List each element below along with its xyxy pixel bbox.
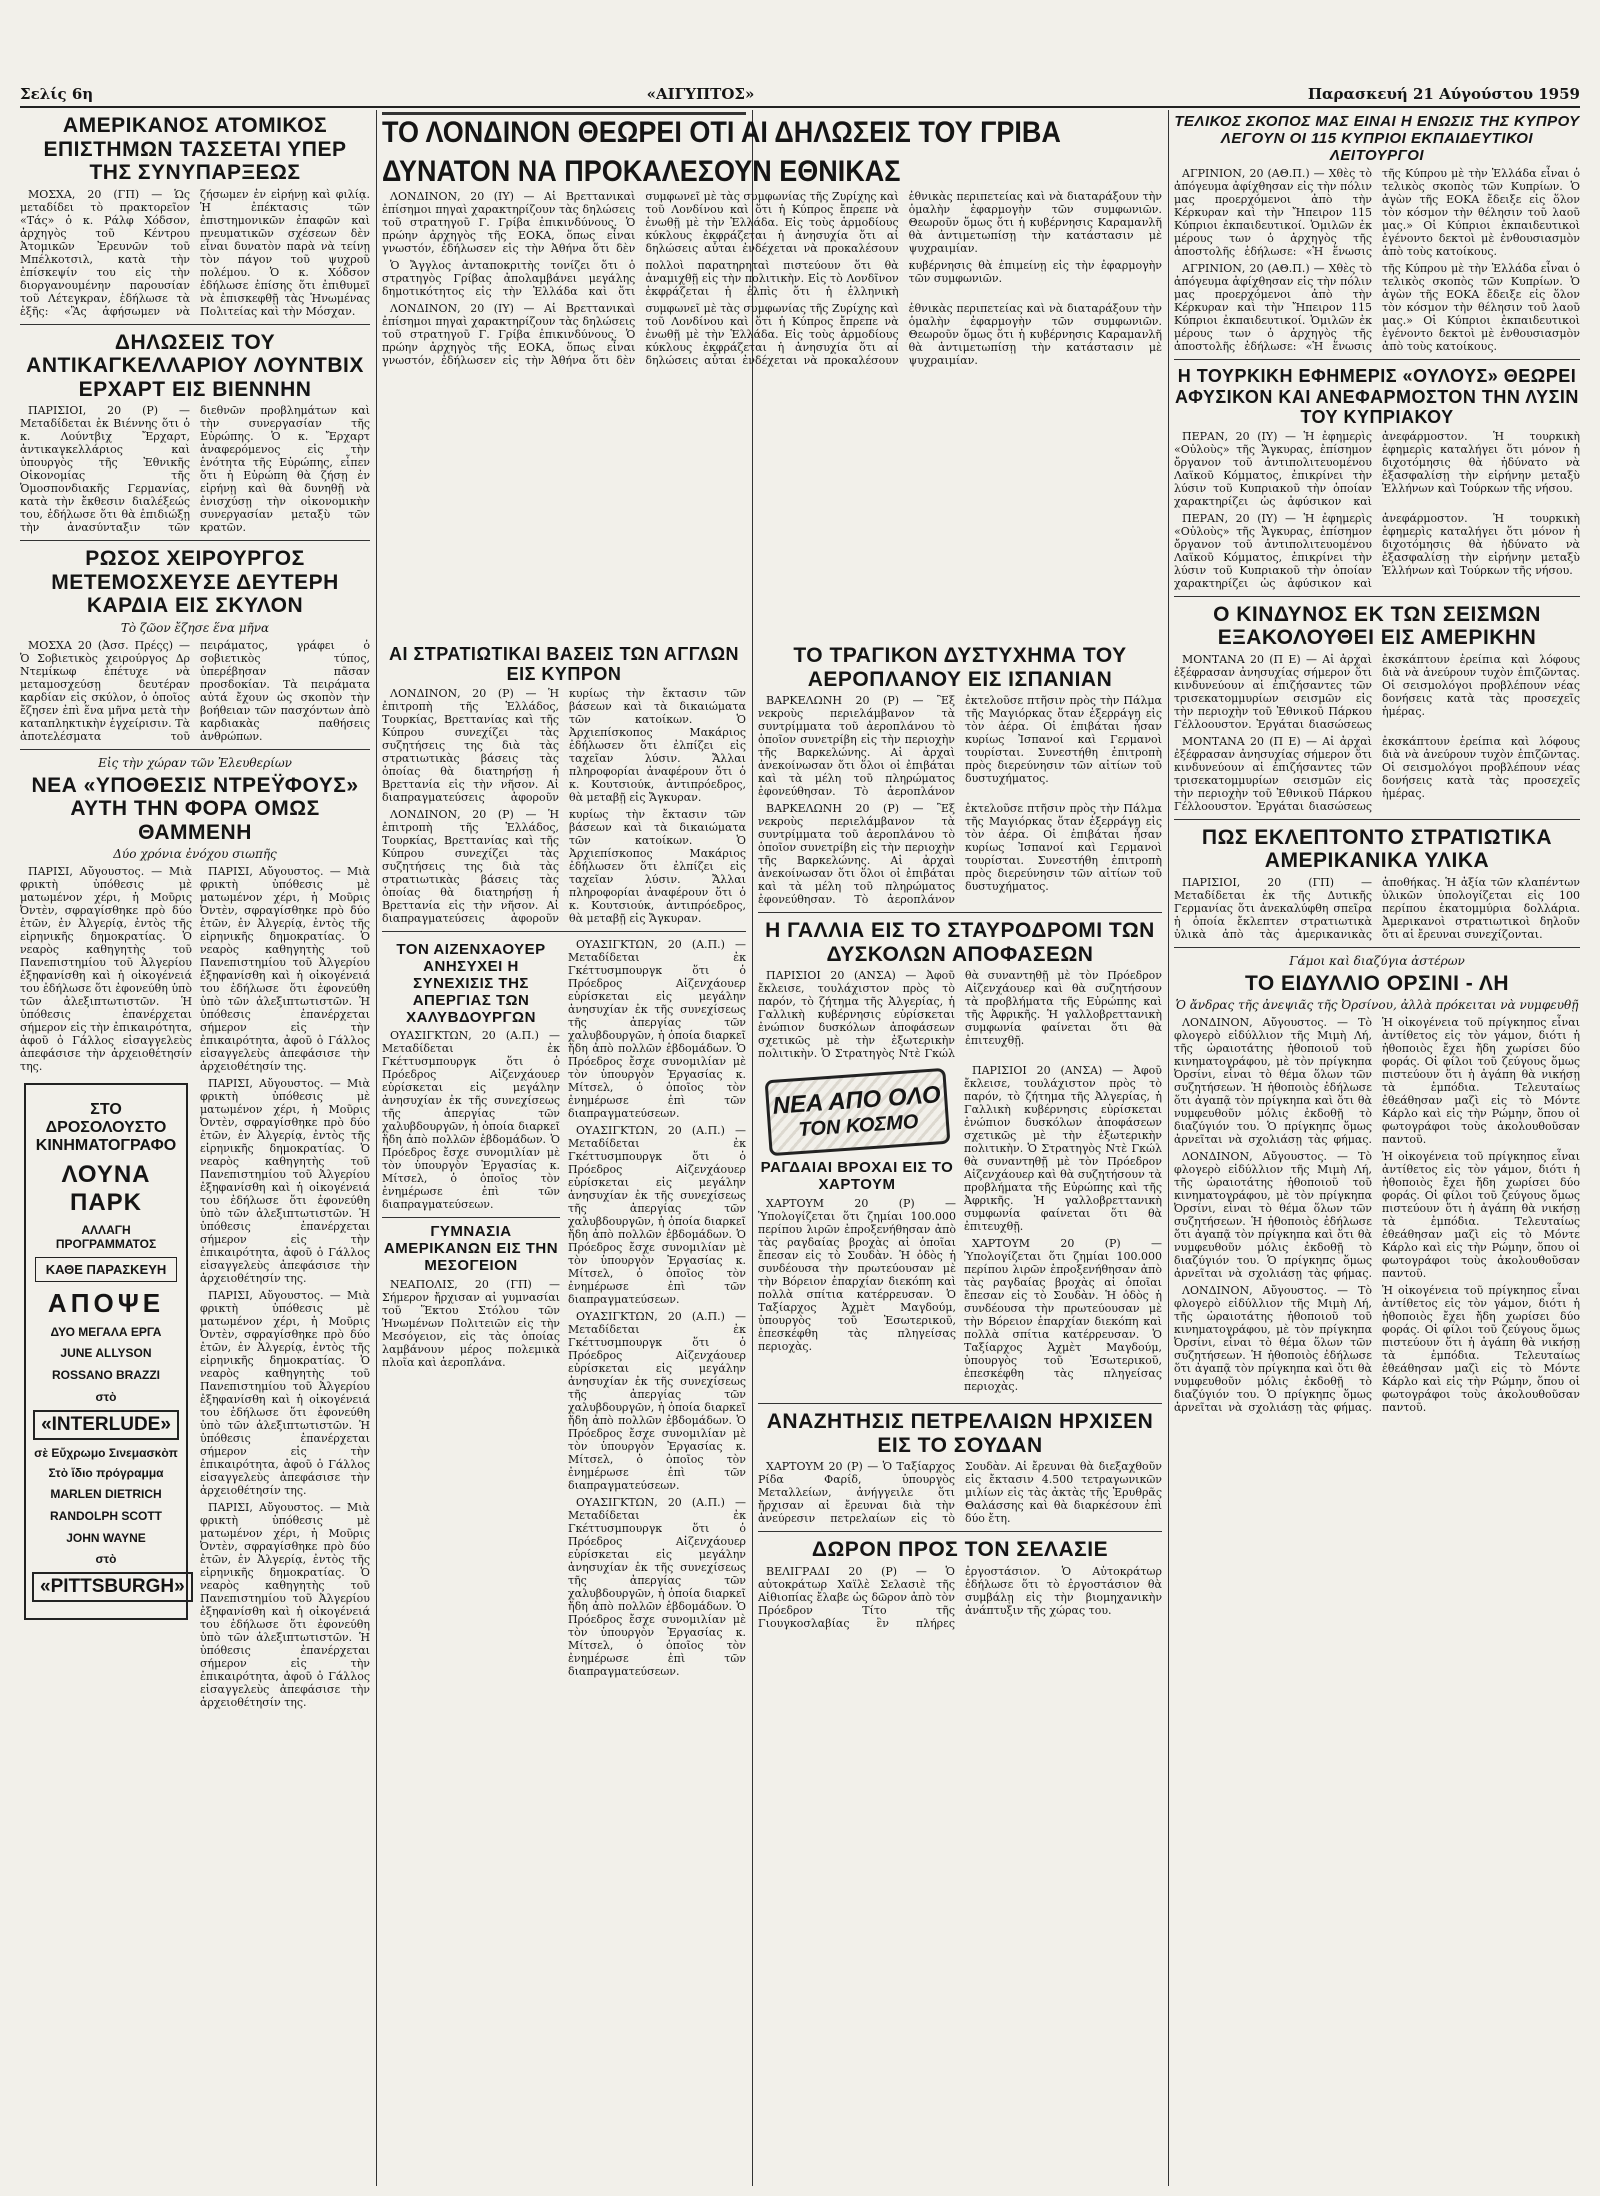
headline-selassie-gift: ΔΩΡΟΝ ΠΡΟΣ ΤΟΝ ΣΕΛΑΣΙΕ	[811, 1538, 1109, 1562]
article-sudan-oil: ΧΑΡΤΟΥΜ 20 (Ρ) — Ὁ Ταξίαρχος Ρίδα Φαρίδ, ὑπουργὸς Μεταλλείων, ἀνήγγειλε ὅτι ἤρχισαν αἱ ἔρευναι διὰ τὴν ἀνεύρεσιν πετρελαίων εἰς τὸ Σουδὰν. Αἱ ἔρευναι θὰ διεξαχθοῦν εἰς ἔκτασιν 4.500 τετραγωνικῶν μιλίων εἰς τὰς ἀκτὰς τῆς Ἐρυθρᾶς Θαλάσσης καὶ θὰ διαρκέσουν ἐπὶ δύο ἔτη.	[758, 1460, 1162, 1526]
article-france-crossroads: ΠΑΡΙΣΙΟΙ 20 (ΑΝΣΑ) — Ἀφοῦ ἔκλεισε, τουλάχιστον πρὸς τὸ παρόν, τὸ ζήτημα τῆς Ἀλγερίας, ἡ Γαλλικὴ κυβέρνησις εὑρίσκεται ἐνώπιον δυσκόλων ἀποφάσεων σχετικῶς μὲ τὴν ἐξωτερικὴν πολιτικὴν. Ὁ Στρατηγὸς Ντὲ Γκώλ θὰ συναντηθῇ μὲ τὸν Πρόεδρον Αἰζενχάουερ καὶ θὰ συζητήσουν τὰ προβλήματα τῆς Εὐρώπης καὶ τῆς Ἀφρικῆς. Ἡ γαλλοβρεττανικὴ συμφωνία φαίνεται ὅτι θὰ ἐπιτευχθῇ.	[758, 969, 1162, 1061]
subhead-orsini: Ὁ ἄνδρας τῆς ἀνεψιᾶς τῆς Ὀρσίνου, ἀλλὰ πρόκειται νὰ νυμφευθῇ	[1175, 998, 1579, 1013]
article-cypriot-teachers-continued: ΑΓΡΙΝΙΟΝ, 20 (ΑΘ.Π.) — Χθὲς τὸ ἀπόγευμα ἀφίχθησαν εἰς τὴν πόλιν μας προερχόμενοι ἀπὸ τὴν Κέρκυραν καὶ τὴν Ἤπειρον 115 Κύπριοι ἐκπαιδευτικοί. Ὁμιλῶν ἐκ μέρους των ὁ ἀρχηγὸς τῆς ἀποστολῆς ἐδήλωσε: «Ἡ ἕνωσις τῆς Κύπρου μὲ τὴν Ἑλλάδα εἶναι ὁ τελικὸς σκοπὸς τῶν Κυπρίων. Ὁ ἀγὼν τῆς ΕΟΚΑ ἔδειξε εἰς ὅλον τὸν κόσμον τὴν θέλησιν τοῦ λαοῦ μας.» Οἱ Κύπριοι ἐκπαιδευτικοὶ ἐγένοντο δεκτοὶ μὲ ἐνθουσιασμὸν ἀπὸ τοὺς κατοίκους.	[1174, 262, 1580, 354]
headline-earthquakes-america: Ο ΚΙΝΔΥΝΟΣ ΕΚ ΤΩΝ ΣΕΙΣΜΩΝ ΕΞΑΚΟΛΟΥΘΕΙ ΕΙΣ ΑΜΕΡΙΚΗΝ	[1213, 602, 1541, 650]
newspaper-name: «ΑΙΓΥΠΤΟΣ»	[646, 85, 755, 103]
headline-cyprus-bases: ΑΙ ΣΤΡΑΤΙΩΤΙΚΑΙ ΒΑΣΕΙΣ ΤΩΝ ΑΓΓΛΩΝ ΕΙΣ ΚΥΠΡΟΝ	[388, 644, 740, 685]
kicker-orsini: Γάμοι καὶ διαζύγια ἀστέρων	[1289, 953, 1465, 968]
article-orsini-idyll-continued: ΛΟΝΔΙΝΟΝ, Αὔγουστος. — Τὸ φλογερὸ εἰδύλλιον τῆς Μιμὴ Λή, τῆς ὡραιοτάτης ἠθοποιοῦ τοῦ κινηματογράφου, μὲ τὸν πρίγκηπα Ὀρσίνι, εἶναι τὸ θέμα ὅλων τῶν συζητήσεων. Ἡ ἠθοποιὸς ἐδήλωσε ὅτι ἀγαπᾷ τὸν πρίγκηπα καὶ ὅτι θὰ νυμφευθοῦν μόλις ἐκδοθῇ τὸ διαζύγιόν του. Ὁ πρίγκηπς ὅμως ἀρνεῖται νὰ σχολιάσῃ τὰς φήμας. Ἡ οἰκογένεια τοῦ πρίγκηπος εἶναι ἀντίθετος εἰς τὸν γάμον, διότι ἡ ἠθοποιὸς ἔχει ἤδη χωρίσει δύο φοράς. Οἱ φίλοι τοῦ ζεύγους ὅμως πιστεύουν ὅτι ἡ ἀγάπη θὰ νικήσῃ τὰ ἐμπόδια. Τελευταίως ἐθεάθησαν μαζὶ εἰς τὸ Μόντε Κάρλο καὶ εἰς τὴν Ρώμην, ὅπου οἱ φωτογράφοι τοὺς ἀκολουθοῦσαν παντοῦ.	[1174, 1150, 1580, 1281]
ad-star: ROSSANO BRAZZI	[52, 1368, 160, 1383]
ad-star: JUNE ALLYSON	[60, 1346, 152, 1361]
ad-color: σὲ Εὔχρωμο Σινεμασκὸπ	[34, 1445, 178, 1460]
headline-sudan-oil: ΑΝΑΖΗΤΗΣΙΣ ΠΕΤΡΕΛΑΙΩΝ ΗΡΧΙΣΕΝ ΕΙΣ ΤΟ ΣΟΥΔΑΝ	[766, 1410, 1154, 1457]
cinema-advertisement	[24, 1083, 188, 1620]
headline-khartoum-rains: ΡΑΓΔΑΙΑΙ ΒΡΟΧΑΙ ΕΙΣ ΤΟ ΧΑΡΤΟΥΜ	[760, 1159, 954, 1193]
article-griva-lead-continued: ΛΟΝΔΙΝΟΝ, 20 (ΙΥ) — Αἱ Βρεττανικαὶ ἐπίσημοι πηγαὶ χαρακτηρίζουν τὰς δηλώσεις τοῦ στρατηγοῦ Γ. Γρίβα ἐπικινδύνους. Ὁ πρώην ἀρχηγὸς τῆς ΕΟΚΑ, ὅπως εἶναι γνωστόν, ἐδήλωσεν εἰς τὴν Ἀθήνα ὅτι δὲν συμφωνεῖ μὲ τὰς συμφωνίας τῆς Ζυρίχης καὶ τοῦ Λονδίνου καὶ ὅτι ἡ Κύπρος ἔπρεπε νὰ ἑνωθῇ μὲ τὴν Ἑλλάδα. Εἰς τοὺς ἁρμοδίους κύκλους ἐκφράζεται ἡ ἀνησυχία ὅτι αἱ δηλώσεις αὗται ἐνδέχεται νὰ προκαλέσουν ἐθνικὰς περιπετείας καὶ νὰ διαταράξουν τὴν ὁμαλὴν ἐφαρμογὴν τῶν συμφωνιῶν. Θεωροῦν ὅμως ὅτι ἡ κυβέρνησις Καραμανλῆ θὰ ἀντιμετωπίσῃ τὴν κατάστασιν μὲ ψυχραιμίαν.	[382, 302, 1162, 367]
issue-date: Παρασκευή 21 Αύγούστου 1959	[1307, 85, 1580, 103]
headline-cypriot-teachers: ΤΕΛΙΚΟΣ ΣΚΟΠΟΣ ΜΑΣ ΕΙΝΑΙ Η ΕΝΩΣΙΣ ΤΗΣ ΚΥΠΡΟΥ ΛΕΓΟΥΝ ΟΙ 115 ΚΥΠΡΙΟΙ ΕΚΠΑΙΔΕΥΤΙΚΟΙ ΛΕΙΤΟΥΡΓΟΙ	[1174, 113, 1580, 164]
headline-orsini-idyll: ΤΟ ΕΙΔΥΛΛΙΟ ΟΡΣΙΝΙ - ΛΗ	[1244, 971, 1510, 995]
world-news-logo	[764, 1068, 950, 1156]
article-dreyfus: ΠΑΡΙΣΙ, Αὔγουστος. — Μιὰ φρικτὴ ὑπόθεσις μὲ ματωμένον χέρι, ἡ Μοῦρις Ὀντὲν, σφραγίσθηκε πρὸ δύο ἐτῶν, ἐν Ἀλγερίᾳ, ἐντὸς τῆς εἰρηνικῆς δημοκρατίας. Ὁ νεαρὸς καθηγητὴς τοῦ Πανεπιστημίου τοῦ Ἀλγερίου ἐξηφανίσθη καὶ ἡ οἰκογένειά του ἐδήλωσε ὅτι ἐφονεύθη ὑπὸ τῶν ἀλεξιπτωτιστῶν. Ἡ ὑπόθεσις ἐπανέρχεται σήμερον εἰς τὴν ἐπικαιρότητα, ἀφοῦ ὁ Γάλλος εἰσαγγελεὺς ἀπεφάσισε τὴν ἀρχειοθέτησίν της.	[20, 865, 192, 1074]
headline-stolen-military-supplies: ΠΩΣ ΕΚΛΕΠΤΟΝΤΟ ΣΤΡΑΤΙΩΤΙΚΑ ΑΜΕΡΙΚΑΝΙΚΑ ΥΛΙΚΑ	[1201, 825, 1553, 873]
article-khartoum-rains: ΧΑΡΤΟΥΜ 20 (Ρ) — Ὑπολογίζεται ὅτι ζημίαι 100.000 περίπου λιρῶν ἐπροξενήθησαν ἀπὸ τὰς ραγδαίας βροχὰς αἱ ὁποῖαι ἔπεσαν εἰς τὸ Σουδὰν. Ἡ ὁδὸς ἡ συνδέουσα τὴν πρωτεύουσαν μὲ τὴν Βόρειον ἐπαρχίαν διεκόπη καὶ πολλὰ σπίτια κατέρρευσαν. Ὁ Ταξίαρχος Ἀχμὲτ Μαγδούμ, ὑπουργὸς τοῦ Ἐσωτερικοῦ, ἐπεσκέφθη τὰς πληγείσας περιοχὰς.	[758, 1196, 956, 1353]
column-4	[1174, 110, 1580, 2188]
ad-title: ΣΤΟ ΔΡΟΣΟΛΟΥΣΤΟ ΚΙΝΗΜΑΤΟΓΡΑΦΟ	[35, 1101, 177, 1155]
kicker-dreyfus: Εἰς τὴν χώραν τῶν Ἐλευθερίων	[98, 755, 292, 770]
ad-every-friday: ΚΑΘΕ ΠΑΡΑΣΚΕΥΗ	[35, 1257, 178, 1282]
article-eisenhower-strike-continued: ΟΥΑΣΙΓΚΤΩΝ, 20 (Α.Π.) — Μεταδίδεται ἐκ Γκέττυσμπουργκ ὅτι ὁ Πρόεδρος Αἰζενχάουερ εὑρίσκεται εἰς μεγάλην ἀνησυχίαν ἐκ τῆς συνεχίσεως τῆς ἀπεργίας τῶν χαλυβδουργῶν, ἡ ὁποία διαρκεῖ ἤδη ἀπὸ πολλῶν ἑβδομάδων. Ὁ Πρόεδρος ἔσχε συνομιλίαν μὲ τὸν ὑπουργὸν Ἐργασίας κ. Μίτσελ, ὁ ὁποῖος τὸν ἐνημέρωσε ἐπὶ τῶν διαπραγματεύσεων.	[568, 1496, 746, 1679]
ad-program-change: ΑΛΛΑΓΗ ΠΡΟΓΡΑΜΜΑΤΟΣ	[55, 1223, 157, 1252]
article-earthquakes-america: ΜΟΝΤΑΝΑ 20 (Π Ε) — Αἱ ἀρχαὶ ἐξέφρασαν ἀνησυχίας σήμερον ὅτι κινδυνεύουν αἱ ἐπιζήσαντες τῶν τρισεκατομμυρίων σεισμῶν εἰς τὴν περιοχὴν τοῦ Ἐθνικοῦ Πάρκου Γέλλοουστον. Ἐργάται διασώσεως ἐκσκάπτουν ἐρείπια καὶ λόφους διὰ νὰ ἀνεύρουν τυχὸν ἐπιζῶντας. Οἱ σεισμολόγοι προβλέπουν νέας δονήσεις κατὰ τὰς προσεχεῖς ἡμέρας.	[1174, 652, 1580, 731]
logo-line2: ΤΟΝ ΚΟΣΜΟ	[797, 1110, 919, 1141]
ad-in: στὸ	[95, 1552, 117, 1567]
article-dreyfus-continued: ΠΑΡΙΣΙ, Αὔγουστος. — Μιὰ φρικτὴ ὑπόθεσις μὲ ματωμένον χέρι, ἡ Μοῦρις Ὀντὲν, σφραγίσθηκε πρὸ δύο ἐτῶν, ἐν Ἀλγερίᾳ, ἐντὸς τῆς εἰρηνικῆς δημοκρατίας. Ὁ νεαρὸς καθηγητὴς τοῦ Πανεπιστημίου τοῦ Ἀλγερίου ἐξηφανίσθη καὶ ἡ οἰκογένειά του ἐδήλωσε ὅτι ἐφονεύθη ὑπὸ τῶν ἀλεξιπτωτιστῶν. Ἡ ὑπόθεσις ἐπανέρχεται σήμερον εἰς τὴν ἐπικαιρότητα, ἀφοῦ ὁ Γάλλος εἰσαγγελεὺς ἀπεφάσισε τὴν ἀρχειοθέτησίν της.	[200, 865, 370, 1074]
article-earthquakes-america-continued: ΜΟΝΤΑΝΑ 20 (Π Ε) — Αἱ ἀρχαὶ ἐξέφρασαν ἀνησυχίας σήμερον ὅτι κινδυνεύουν αἱ ἐπιζήσαντες τῶν τρισεκατομμυρίων σεισμῶν εἰς τὴν περιοχὴν τοῦ Ἐθνικοῦ Πάρκου Γέλλοουστον. Ἐργάται διασώσεως ἐκσκάπτουν ἐρείπια καὶ λόφους διὰ νὰ ἀνεύρουν τυχὸν ἐπιζῶντας. Οἱ σεισμολόγοι προβλέπουν νέας δονήσεις κατὰ τὰς προσεχεῖς ἡμέρας.	[1174, 734, 1580, 813]
ad-same-program: Στὸ ἴδιο πρόγραμμα	[48, 1465, 164, 1480]
article-selassie-gift: ΒΕΛΙΓΡΑΔΙ 20 (Ρ) — Ὁ αὐτοκράτωρ Χαϊλὲ Σελασιὲ τῆς Αἰθιοπίας ἔλαβε ὡς δῶρον ἀπὸ τὸν Πρόεδρον Τίτο τῆς Γιουγκοσλαβίας ἓν πλήρες ἐργοστάσιον. Ὁ Αὐτοκράτωρ ἐδήλωσε ὅτι τὸ ἐργοστάσιον θὰ συμβάλῃ εἰς τὴν βιομηχανικὴν ἀνάπτυξιν τῆς χώρας του.	[758, 1564, 1162, 1630]
headline-spain-plane-crash: ΤΟ ΤΡΑΓΙΚΟΝ ΔΥΣΤΥΧΗΜΑ ΤΟΥ ΑΕΡΟΠΛΑΝΟΥ ΕΙΣ ΙΣΠΑΝΙΑΝ	[793, 644, 1127, 691]
column-3	[758, 640, 1162, 2188]
headline-france-crossroads: Η ΓΑΛΛΙΑ ΕΙΣ ΤΟ ΣΤΑΥΡΟΔΡΟΜΙ ΤΩΝ ΔΥΣΚΟΛΩΝ ΑΠΟΦΑΣΕΩΝ	[765, 919, 1155, 966]
page-number: Σελίς 6η	[20, 85, 94, 103]
banner-headline-line2: ΔΥΝΑΤΟΝ ΝΑ ΠΡΟΚΑΛΕΣΟΥΝ ΕΘΝΙΚΑΣ	[382, 154, 901, 182]
article-khartoum-rains-continued: ΧΑΡΤΟΥΜ 20 (Ρ) — Ὑπολογίζεται ὅτι ζημίαι 100.000 περίπου λιρῶν ἐπροξενήθησαν ἀπὸ τὰς ραγδαίας βροχὰς αἱ ὁποῖαι ἔπεσαν εἰς τὸ Σουδὰν. Ἡ ὁδὸς ἡ συνδέουσα τὴν πρωτεύουσαν μὲ τὴν Βόρειον ἐπαρχίαν διεκόπη καὶ πολλὰ σπίτια κατέρρευσαν. Ὁ Ταξίαρχος Ἀχμὲτ Μαγδούμ, ὑπουργὸς τοῦ Ἐσωτερικοῦ, ἐπεσκέφθη τὰς πληγείσας περιοχὰς.	[964, 1237, 1162, 1394]
ad-two-films: ΔΥΟ ΜΕΓΑΛΑ ΕΡΓΑ	[50, 1325, 162, 1340]
ad-star: MARLEN DIETRICH	[50, 1486, 162, 1501]
column-rule	[376, 110, 377, 2186]
article-dreyfus-continued: ΠΑΡΙΣΙ, Αὔγουστος. — Μιὰ φρικτὴ ὑπόθεσις μὲ ματωμένον χέρι, ἡ Μοῦρις Ὀντὲν, σφραγίσθηκε πρὸ δύο ἐτῶν, ἐν Ἀλγερίᾳ, ἐντὸς τῆς εἰρηνικῆς δημοκρατίας. Ὁ νεαρὸς καθηγητὴς τοῦ Πανεπιστημίου τοῦ Ἀλγερίου ἐξηφανίσθη καὶ ἡ οἰκογένειά του ἐδήλωσε ὅτι ἐφονεύθη ὑπὸ τῶν ἀλεξιπτωτιστῶν. Ἡ ὑπόθεσις ἐπανέρχεται σήμερον εἰς τὴν ἐπικαιρότητα, ἀφοῦ ὁ Γάλλος εἰσαγγελεὺς ἀπεφάσισε τὴν ἀρχειοθέτησίν της.	[200, 1077, 370, 1286]
article-eisenhower-strike-continued: ΟΥΑΣΙΓΚΤΩΝ, 20 (Α.Π.) — Μεταδίδεται ἐκ Γκέττυσμπουργκ ὅτι ὁ Πρόεδρος Αἰζενχάουερ εὑρίσκεται εἰς μεγάλην ἀνησυχίαν ἐκ τῆς συνεχίσεως τῆς ἀπεργίας τῶν χαλυβδουργῶν, ἡ ὁποία διαρκεῖ ἤδη ἀπὸ πολλῶν ἑβδομάδων. Ὁ Πρόεδρος ἔσχε συνομιλίαν μὲ τὸν ὑπουργὸν Ἐργασίας κ. Μίτσελ, ὁ ὁποῖος τὸν ἐνημέρωσε ἐπὶ τῶν διαπραγματεύσεων.	[568, 1310, 746, 1493]
article-eisenhower-strike-continued: ΟΥΑΣΙΓΚΤΩΝ, 20 (Α.Π.) — Μεταδίδεται ἐκ Γκέττυσμπουργκ ὅτι ὁ Πρόεδρος Αἰζενχάουερ εὑρίσκεται εἰς μεγάλην ἀνησυχίαν ἐκ τῆς συνεχίσεως τῆς ἀπεργίας τῶν χαλυβδουργῶν, ἡ ὁποία διαρκεῖ ἤδη ἀπὸ πολλῶν ἑβδομάδων. Ὁ Πρόεδρος ἔσχε συνομιλίαν μὲ τὸν ὑπουργὸν Ἐργασίας κ. Μίτσελ, ὁ ὁποῖος τὸν ἐνημέρωσε ἐπὶ τῶν διαπραγματεύσεων.	[568, 938, 746, 1121]
banner-headline-line1: ΤΟ ΛΟΝΔΙΝΟΝ ΘΕΩΡΕΙ ΟΤΙ ΑΙ ΔΗΛΩΣΕΙΣ ΤΟΥ ΓΡΙΒΑ	[382, 116, 1061, 149]
ad-cinema-name: ΛΟΥΝΑ ΠΑΡΚ	[61, 1161, 151, 1217]
ad-in: στὸ	[95, 1389, 117, 1404]
subhead-dreyfus: Δύο χρόνια ἐνόχου σιωπῆς	[113, 847, 277, 862]
article-orsini-idyll-continued: ΛΟΝΔΙΝΟΝ, Αὔγουστος. — Τὸ φλογερὸ εἰδύλλιον τῆς Μιμὴ Λή, τῆς ὡραιοτάτης ἠθοποιοῦ τοῦ κινηματογράφου, μὲ τὸν πρίγκηπα Ὀρσίνι, εἶναι τὸ θέμα ὅλων τῶν συζητήσεων. Ἡ ἠθοποιὸς ἐδήλωσε ὅτι ἀγαπᾷ τὸν πρίγκηπα καὶ ὅτι θὰ νυμφευθοῦν μόλις ἐκδοθῇ τὸ διαζύγιόν του. Ὁ πρίγκηπς ὅμως ἀρνεῖται νὰ σχολιάσῃ τὰς φήμας. Ἡ οἰκογένεια τοῦ πρίγκηπος εἶναι ἀντίθετος εἰς τὸν γάμον, διότι ἡ ἠθοποιὸς ἔχει ἤδη χωρίσει δύο φοράς. Οἱ φίλοι τοῦ ζεύγους ὅμως πιστεύουν ὅτι ἡ ἀγάπη θὰ νικήσῃ τὰ ἐμπόδια. Τελευταίως ἐθεάθησαν μαζὶ εἰς τὸ Μόντε Κάρλο καὶ εἰς τὴν Ρώμην, ὅπου οἱ φωτογράφοι τοὺς ἀκολουθοῦσαν παντοῦ.	[1174, 1284, 1580, 1415]
article-france-crossroads-continued: ΠΑΡΙΣΙΟΙ 20 (ΑΝΣΑ) — Ἀφοῦ ἔκλεισε, τουλάχιστον πρὸς τὸ παρόν, τὸ ζήτημα τῆς Ἀλγερίας, ἡ Γαλλικὴ κυβέρνησις εὑρίσκεται ἐνώπιον δυσκόλων ἀποφάσεων σχετικῶς μὲ τὴν ἐξωτερικὴν πολιτικὴν. Ὁ Στρατηγὸς Ντὲ Γκώλ θὰ συναντηθῇ μὲ τὸν Πρόεδρον Αἰζενχάουερ καὶ θὰ συζητήσουν τὰ προβλήματα τῆς Εὐρώπης καὶ τῆς Ἀφρικῆς. Ἡ γαλλοβρεττανικὴ συμφωνία φαίνεται ὅτι θὰ ἐπιτευχθῇ.	[964, 1064, 1162, 1234]
banner-article	[382, 190, 1162, 630]
column-2-lower	[382, 640, 746, 2188]
headline-erhard-vienna: ΔΗΛΩΣΕΙΣ ΤΟΥ ΑΝΤΙΚΑΓΚΕΛΛΑΡΙΟΥ ΛΟΥΝΤΒΙΧ ΕΡΧΑΡΤ ΕΙΣ ΒΙΕΝΝΗΝ	[26, 330, 364, 401]
article-eisenhower-strike: ΟΥΑΣΙΓΚΤΩΝ, 20 (Α.Π.) — Μεταδίδεται ἐκ Γκέττυσμπουργκ ὅτι ὁ Πρόεδρος Αἰζενχάουερ εὑρίσκεται εἰς μεγάλην ἀνησυχίαν ἐκ τῆς συνεχίσεως τῆς ἀπεργίας τῶν χαλυβδουργῶν, ἡ ὁποία διαρκεῖ ἤδη ἀπὸ πολλῶν ἑβδομάδων. Ὁ Πρόεδρος ἔσχε συνομιλίαν μὲ τὸν ὑπουργὸν Ἐργασίας κ. Μίτσελ, ὁ ὁποῖος τὸν ἐνημέρωσε ἐπὶ τῶν διαπραγματεύσεων.	[382, 1029, 560, 1212]
masthead	[20, 82, 1580, 108]
column-1	[20, 110, 370, 2188]
subhead-russian-surgeon: Τὸ ζῶον ἔζησε ἕνα μῆνα	[120, 620, 270, 635]
headline-dreyfus: ΝΕΑ «ΥΠΟΘΕΣΙΣ ΝΤΡΕΫΦΟΥΣ» ΑΥΤΗ ΤΗΝ ΦΟΡΑ ΟΜΩΣ ΘΑΜΜΕΝΗ	[31, 773, 359, 844]
article-mediterranean-exercises: ΝΕΑΠΟΛΙΣ, 20 (ΓΠ) — Σήμερον ἤρχισαν αἱ γυμνασίαι τοῦ Ἕκτου Στόλου τῶν Ἡνωμένων Πολιτειῶν εἰς τὴν Μεσόγειον, εἰς τὰς ὁποίας λαμβάνουν μέρος πολεμικὰ πλοῖα καὶ ἀεροπλάνα.	[382, 1277, 560, 1369]
headline-atomic-scientist: ΑΜΕΡΙΚΑΝΟΣ ΑΤΟΜΙΚΟΣ ΕΠΙΣΤΗΜΩΝ ΤΑΣΣΕΤΑΙ ΥΠΕΡ ΤΗΣ ΣΥΝΥΠΑΡΞΕΩΣ	[43, 114, 347, 185]
article-erhard-vienna: ΠΑΡΙΣΙΟΙ, 20 (Ρ) — Μεταδίδεται ἐκ Βιέννης ὅτι ὁ κ. Λούντβιχ Ἔρχαρτ, ἀντικαγκελλάριος καὶ ὑπουργὸς τῆς Ἐθνικῆς Οἰκονομίας τῆς Ὁμοσπονδιακῆς Γερμανίας, κατὰ τὴν ἔκθεσιν διαλέξεώς του, ἐδήλωσε ὅτι θὰ ἐπιδιώξῃ τὴν ἀνασύνταξιν τῶν διεθνῶν προβλημάτων καὶ τὴν συνεργασίαν τῆς Εὐρώπης. Ὁ κ. Ἔρχαρτ ἀναφερόμενος εἰς τὴν ἑνότητα τῆς Εὐρώπης, εἶπεν ὅτι ἡ Εὐρώπη θὰ ζήσῃ ἐν εἰρήνῃ καὶ θὰ δυνηθῇ νὰ ἐνισχύσῃ τὴν οἰκονομικὴν συνεργασίαν μεταξὺ τῶν κρατῶν.	[20, 404, 370, 535]
article-orsini-idyll: ΛΟΝΔΙΝΟΝ, Αὔγουστος. — Τὸ φλογερὸ εἰδύλλιον τῆς Μιμὴ Λή, τῆς ὡραιοτάτης ἠθοποιοῦ τοῦ κινηματογράφου, μὲ τὸν πρίγκηπα Ὀρσίνι, εἶναι τὸ θέμα ὅλων τῶν συζητήσεων. Ἡ ἠθοποιὸς ἐδήλωσε ὅτι ἀγαπᾷ τὸν πρίγκηπα καὶ ὅτι θὰ νυμφευθοῦν μόλις ἐκδοθῇ τὸ διαζύγιόν του. Ὁ πρίγκηπς ὅμως ἀρνεῖται νὰ σχολιάσῃ τὰς φήμας. Ἡ οἰκογένεια τοῦ πρίγκηπος εἶναι ἀντίθετος εἰς τὸν γάμον, διότι ἡ ἠθοποιὸς ἔχει ἤδη χωρίσει δύο φοράς. Οἱ φίλοι τοῦ ζεύγους ὅμως πιστεύουν ὅτι ἡ ἀγάπη θὰ νικήσῃ τὰ ἐμπόδια. Τελευταίως ἐθεάθησαν μαζὶ εἰς τὸ Μόντε Κάρλο καὶ εἰς τὴν Ρώμην, ὅπου οἱ φωτογράφοι τοὺς ἀκολουθοῦσαν παντοῦ.	[1174, 1016, 1580, 1147]
article-ulus-newspaper-continued: ΠΕΡΑΝ, 20 (ΙΥ) — Ἡ ἐφημερὶς «Οὐλοὺς» τῆς Ἄγκυρας, ἐπίσημον ὄργανον τοῦ ἀντιπολιτευομένου Λαϊκοῦ Κόμματος, ἐπικρίνει τὴν λύσιν τοῦ Κυπριακοῦ τὴν ὁποίαν χαρακτηρίζει ὡς ἀφύσικον καὶ ἀνεφάρμοστον. Ἡ τουρκικὴ ἐφημερὶς καταλήγει ὅτι μόνον ἡ διχοτόμησις θὰ ἠδύνατο νὰ ἐξασφαλίσῃ τὴν εἰρήνην μεταξὺ Ἑλλήνων καὶ Τούρκων τῆς νήσου.	[1174, 511, 1580, 590]
headline-ulus-newspaper: Η ΤΟΥΡΚΙΚΗ ΕΦΗΜΕΡΙΣ «ΟΥΛΟΥΣ» ΘΕΩΡΕΙ ΑΦΥΣΙΚΟΝ ΚΑΙ ΑΝΕΦΑΡΜΟΣΤΟΝ ΤΗΝ ΛΥΣΙΝ ΤΟΥ ΚΥΠΡΙΑΚΟΥ	[1175, 366, 1579, 427]
ad-star: JOHN WAYNE	[66, 1530, 146, 1545]
article-dreyfus-continued: ΠΑΡΙΣΙ, Αὔγουστος. — Μιὰ φρικτὴ ὑπόθεσις μὲ ματωμένον χέρι, ἡ Μοῦρις Ὀντὲν, σφραγίσθηκε πρὸ δύο ἐτῶν, ἐν Ἀλγερίᾳ, ἐντὸς τῆς εἰρηνικῆς δημοκρατίας. Ὁ νεαρὸς καθηγητὴς τοῦ Πανεπιστημίου τοῦ Ἀλγερίου ἐξηφανίσθη καὶ ἡ οἰκογένειά του ἐδήλωσε ὅτι ἐφονεύθη ὑπὸ τῶν ἀλεξιπτωτιστῶν. Ἡ ὑπόθεσις ἐπανέρχεται σήμερον εἰς τὴν ἐπικαιρότητα, ἀφοῦ ὁ Γάλλος εἰσαγγελεὺς ἀπεφάσισε τὴν ἀρχειοθέτησίν της.	[200, 1289, 370, 1498]
headline-russian-surgeon: ΡΩΣΟΣ ΧΕΙΡΟΥΡΓΟΣ ΜΕΤΕΜΟΣΧΕΥΣΕ ΔΕΥΤΕΡΗ ΚΑΡΔΙΑ ΕΙΣ ΣΚΥΛΟΝ	[51, 547, 339, 618]
ad-star: RANDOLPH SCOTT	[50, 1508, 162, 1523]
article-russian-surgeon: ΜΟΣΧΑ 20 (Ἀσσ. Πρέςς) — Ὁ Σοβιετικὸς χειρούργος Δρ Ντεμίκωφ ἐπέτυχε νὰ μεταμοσχεύσῃ δευτέραν καρδίαν εἰς σκύλον, ὁ ὁποῖος ἔζησεν ἐπὶ ἕνα μῆνα μετὰ τὴν καταπληκτικὴν ἐγχείρισιν. Τὰ ἀποτελέσματα τοῦ πειράματος, γράφει ὁ σοβιετικὸς τύπος, ὑπερέβησαν πᾶσαν προσδοκίαν. Τὰ πειράματα αὐτά ἔχουν ὡς σκοπὸν τὴν βοήθειαν τῶν πασχόντων ἀπὸ καρδιακὰς παθήσεις ἀνθρώπων.	[20, 638, 370, 743]
article-eisenhower-strike-continued: ΟΥΑΣΙΓΚΤΩΝ, 20 (Α.Π.) — Μεταδίδεται ἐκ Γκέττυσμπουργκ ὅτι ὁ Πρόεδρος Αἰζενχάουερ εὑρίσκεται εἰς μεγάλην ἀνησυχίαν ἐκ τῆς συνεχίσεως τῆς ἀπεργίας τῶν χαλυβδουργῶν, ἡ ὁποία διαρκεῖ ἤδη ἀπὸ πολλῶν ἑβδομάδων. Ὁ Πρόεδρος ἔσχε συνομιλίαν μὲ τὸν ὑπουργὸν Ἐργασίας κ. Μίτσελ, ὁ ὁποῖος τὸν ἐνημέρωσε ἐπὶ τῶν διαπραγματεύσεων.	[568, 1124, 746, 1307]
ad-tonight: ΑΠΟΨΕ	[47, 1288, 165, 1319]
headline-eisenhower-strike: ΤΟΝ ΑΙΖΕΝΧΑΟΥΕΡ ΑΝΗΣΥΧΕΙ Η ΣΥΝΕΧΙΣΙΣ ΤΗΣ ΑΠΕΡΓΙΑΣ ΤΩΝ ΧΑΛΥΒΔΟΥΡΓΩΝ	[396, 941, 546, 1026]
article-ulus-newspaper: ΠΕΡΑΝ, 20 (ΙΥ) — Ἡ ἐφημερὶς «Οὐλοὺς» τῆς Ἄγκυρας, ἐπίσημον ὄργανον τοῦ ἀντιπολιτευομένου Λαϊκοῦ Κόμματος, ἐπικρίνει τὴν λύσιν τοῦ Κυπριακοῦ τὴν ὁποίαν χαρακτηρίζει ὡς ἀφύσικον καὶ ἀνεφάρμοστον. Ἡ τουρκικὴ ἐφημερὶς καταλήγει ὅτι μόνον ἡ διχοτόμησις θὰ ἠδύνατο νὰ ἐξασφαλίσῃ τὴν εἰρήνην μεταξὺ Ἑλλήνων καὶ Τούρκων τῆς νήσου.	[1174, 429, 1580, 508]
logo-line1: ΝΕΑ ΑΠΟ ΟΛΟ	[771, 1080, 942, 1120]
ad-film-pittsburgh: «PITTSBURGH»	[32, 1572, 193, 1602]
article-dreyfus-continued: ΠΑΡΙΣΙ, Αὔγουστος. — Μιὰ φρικτὴ ὑπόθεσις μὲ ματωμένον χέρι, ἡ Μοῦρις Ὀντὲν, σφραγίσθηκε πρὸ δύο ἐτῶν, ἐν Ἀλγερίᾳ, ἐντὸς τῆς εἰρηνικῆς δημοκρατίας. Ὁ νεαρὸς καθηγητὴς τοῦ Πανεπιστημίου τοῦ Ἀλγερίου ἐξηφανίσθη καὶ ἡ οἰκογένειά του ἐδήλωσε ὅτι ἐφονεύθη ὑπὸ τῶν ἀλεξιπτωτιστῶν. Ἡ ὑπόθεσις ἐπανέρχεται σήμερον εἰς τὴν ἐπικαιρότητα, ἀφοῦ ὁ Γάλλος εἰσαγγελεὺς ἀπεφάσισε τὴν ἀρχειοθέτησίν της.	[200, 1501, 370, 1710]
headline-mediterranean-exercises: ΓΥΜΝΑΣΙΑ ΑΜΕΡΙΚΑΝΩΝ ΕΙΣ ΤΗΝ ΜΕΣΟΓΕΙΟΝ	[383, 1223, 559, 1274]
column-rule	[1168, 110, 1169, 2186]
main-banner	[382, 112, 1162, 182]
article-griva-lead: ΛΟΝΔΙΝΟΝ, 20 (ΙΥ) — Αἱ Βρεττανικαὶ ἐπίσημοι πηγαὶ χαρακτηρίζουν τὰς δηλώσεις τοῦ στρατηγοῦ Γ. Γρίβα ἐπικινδύνους. Ὁ πρώην ἀρχηγὸς τῆς ΕΟΚΑ, ὅπως εἶναι γνωστόν, ἐδήλωσεν εἰς τὴν Ἀθήνα ὅτι δὲν συμφωνεῖ μὲ τὰς συμφωνίας τῆς Ζυρίχης καὶ τοῦ Λονδίνου καὶ ὅτι ἡ Κύπρος ἔπρεπε νὰ ἑνωθῇ μὲ τὴν Ἑλλάδα. Εἰς τοὺς ἁρμοδίους κύκλους ἐκφράζεται ἡ ἀνησυχία ὅτι αἱ δηλώσεις αὗται ἐνδέχεται νὰ προκαλέσουν ἐθνικὰς περιπετείας καὶ νὰ διαταράξουν τὴν ὁμαλὴν ἐφαρμογὴν τῶν συμφωνιῶν. Θεωροῦν ὅμως ὅτι ἡ κυβέρνησις Καραμανλῆ θὰ ἀντιμετωπίσῃ τὴν κατάστασιν μὲ ψυχραιμίαν.	[382, 190, 1162, 255]
article-griva-lead-continued: Ὁ Ἄγγλος ἀνταποκριτὴς τονίζει ὅτι ὁ στρατηγὸς Γρίβας ἀπολαμβάνει μεγάλης δημοτικότητος εἰς τὴν Ἑλλάδα καὶ ὅτι πολλοὶ παρατηρηταὶ πιστεύουν ὅτι θὰ ἀναμιχθῇ εἰς τὴν πολιτικὴν. Εἰς τὸ Λονδῖνον ἐκφράζεται ἡ ἐλπὶς ὅτι ἡ ἑλληνικὴ κυβέρνησις θὰ ἐπιμείνῃ εἰς τὴν ἐφαρμογὴν τῶν συμφωνιῶν.	[382, 259, 1162, 298]
ad-film-interlude: «INTERLUDE»	[33, 1410, 179, 1440]
article-spain-plane-crash: ΒΑΡΚΕΛΩΝΗ 20 (Ρ) — Ἓξ νεκροὺς περιελάμβανον τὰ συντρίμματα τοῦ ἀεροπλάνου τὸ ὁποῖον συνετρίβη εἰς τὴν περιοχὴν τῆς Βαρκελώνης. Αἱ ἀρχαὶ ἀνεκοίνωσαν ὅτι ὅλοι οἱ ἐπιβάται καὶ τὰ μέλη τοῦ πληρώματος ἐφονεύθησαν. Τὸ ἀεροπλάνον ἐκτελοῦσε πτῆσιν πρὸς τὴν Πάλμα τῆς Μαγιόρκας ὅταν ἐξερράγη εἰς τὸν ἀέρα. Οἱ ἐπιβάται ἦσαν κυρίως Ἰσπανοί καὶ Γερμανοὶ τουρίσται. Συνεστήθη ἐπιτροπὴ πρὸς διερεύνησιν τῶν αἰτίων τοῦ δυστυχήματος.	[758, 694, 1162, 799]
article-cypriot-teachers: ΑΓΡΙΝΙΟΝ, 20 (ΑΘ.Π.) — Χθὲς τὸ ἀπόγευμα ἀφίχθησαν εἰς τὴν πόλιν μας προερχόμενοι ἀπὸ τὴν Κέρκυραν καὶ τὴν Ἤπειρον 115 Κύπριοι ἐκπαιδευτικοί. Ὁμιλῶν ἐκ μέρους των ὁ ἀρχηγὸς τῆς ἀποστολῆς ἐδήλωσε: «Ἡ ἕνωσις τῆς Κύπρου μὲ τὴν Ἑλλάδα εἶναι ὁ τελικὸς σκοπὸς τῶν Κυπρίων. Ὁ ἀγὼν τῆς ΕΟΚΑ ἔδειξε εἰς ὅλον τὸν κόσμον τὴν θέλησιν τοῦ λαοῦ μας.» Οἱ Κύπριοι ἐκπαιδευτικοὶ ἐγένοντο δεκτοὶ μὲ ἐνθουσιασμὸν ἀπὸ τοὺς κατοίκους.	[1174, 167, 1580, 259]
article-cyprus-bases-continued: ΛΟΝΔΙΝΟΝ, 20 (Ρ) — Ἡ ἐπιτροπὴ τῆς Ἑλλάδος, Τουρκίας, Βρεττανίας καὶ τῆς Κύπρου συνεχίζει τὰς συζητήσεις της διὰ τὰς στρατιωτικὰς βάσεις τὰς ὁποίας θὰ διατηρήσῃ ἡ Βρεττανία εἰς τὴν νῆσον. Αἱ διαπραγματεύσεις ἀφοροῦν κυρίως τὴν ἔκτασιν τῶν βάσεων καὶ τὰ δικαιώματα τῶν κατοίκων. Ὁ Ἀρχιεπίσκοπος Μακάριος ἐδήλωσεν ὅτι ἐλπίζει εἰς ταχεῖαν λύσιν. Ἄλλαι πληροφορίαι ἀναφέρουν ὅτι ὁ κ. Κουτσιούκ, ἀντιπρόεδρος, θὰ μεταβῇ εἰς Ἄγκυραν.	[382, 808, 746, 926]
article-cyprus-bases: ΛΟΝΔΙΝΟΝ, 20 (Ρ) — Ἡ ἐπιτροπὴ τῆς Ἑλλάδος, Τουρκίας, Βρεττανίας καὶ τῆς Κύπρου συνεχίζει τὰς συζητήσεις της διὰ τὰς στρατιωτικὰς βάσεις τὰς ὁποίας θὰ διατηρήσῃ ἡ Βρεττανία εἰς τὴν νῆσον. Αἱ διαπραγματεύσεις ἀφοροῦν κυρίως τὴν ἔκτασιν τῶν βάσεων καὶ τὰ δικαιώματα τῶν κατοίκων. Ὁ Ἀρχιεπίσκοπος Μακάριος ἐδήλωσεν ὅτι ἐλπίζει εἰς ταχεῖαν λύσιν. Ἄλλαι πληροφορίαι ἀναφέρουν ὅτι ὁ κ. Κουτσιούκ, ἀντιπρόεδρος, θὰ μεταβῇ εἰς Ἄγκυραν.	[382, 687, 746, 805]
article-spain-plane-crash-continued: ΒΑΡΚΕΛΩΝΗ 20 (Ρ) — Ἓξ νεκροὺς περιελάμβανον τὰ συντρίμματα τοῦ ἀεροπλάνου τὸ ὁποῖον συνετρίβη εἰς τὴν περιοχὴν τῆς Βαρκελώνης. Αἱ ἀρχαὶ ἀνεκοίνωσαν ὅτι ὅλοι οἱ ἐπιβάται καὶ τὰ μέλη τοῦ πληρώματος ἐφονεύθησαν. Τὸ ἀεροπλάνον ἐκτελοῦσε πτῆσιν πρὸς τὴν Πάλμα τῆς Μαγιόρκας ὅταν ἐξερράγη εἰς τὸν ἀέρα. Οἱ ἐπιβάται ἦσαν κυρίως Ἰσπανοί καὶ Γερμανοὶ τουρίσται. Συνεστήθη ἐπιτροπὴ πρὸς διερεύνησιν τῶν αἰτίων τοῦ δυστυχήματος.	[758, 802, 1162, 907]
article-atomic-scientist: ΜΟΣΧΑ, 20 (ΓΠ) — Ὡς μεταδίδει τὸ πρακτορεῖον «Τάς» ὁ κ. Ράλφ Χόδσον, ἀρχηγὸς τοῦ Κέντρου Ἀτομικῶν Ἐρευνῶν τοῦ Μπέλκοτσιλ, κατὰ τὴν ἐπίσκεψίν του εἰς τὴν διοργανουμένην παρουσίαν τοῦ Λέτεγκραν, ἐδήλωσε τὰ ἑξῆς: «Ἂς ἀφήσωμεν νὰ ζήσωμεν ἐν εἰρήνῃ καὶ φιλίᾳ. Ἡ ἐπέκτασις τῶν ἐπιστημονικῶν ἐπαφῶν καὶ πνευματικῶν σχέσεων δὲν εἶναι δυνατὸν παρὰ νὰ τείνῃ τὸν πάγον τοῦ ψυχροῦ πολέμου. Ὁ κ. Χόδσον ἐδήλωσε ἐπίσης ὅτι ἐπιθυμεῖ νὰ ἐπισκεφθῇ τὰς Ἡνωμένας Πολιτείας καὶ τὴν Μόσχαν.	[20, 187, 370, 318]
article-stolen-military-supplies: ΠΑΡΙΣΙΟΙ, 20 (ΓΠ) — Μεταδίδεται ἐκ τῆς Δυτικῆς Γερμανίας ὅτι ἀνεκαλύφθη σπεῖρα ἡ ὁποία ἔκλεπτεν στρατιωτικὰ ὑλικὰ ἀπὸ τὰς ἀμερικανικὰς ἀποθήκας. Ἡ ἀξία τῶν κλαπέντων ὑλικῶν ὑπολογίζεται εἰς 100 περίπου ἑκατομμύρια δολλάρια. Ἀμερικανοὶ στρατιωτικοὶ δηλοῦν ὅτι αἱ ἔρευναι συνεχίζονται.	[1174, 875, 1580, 941]
